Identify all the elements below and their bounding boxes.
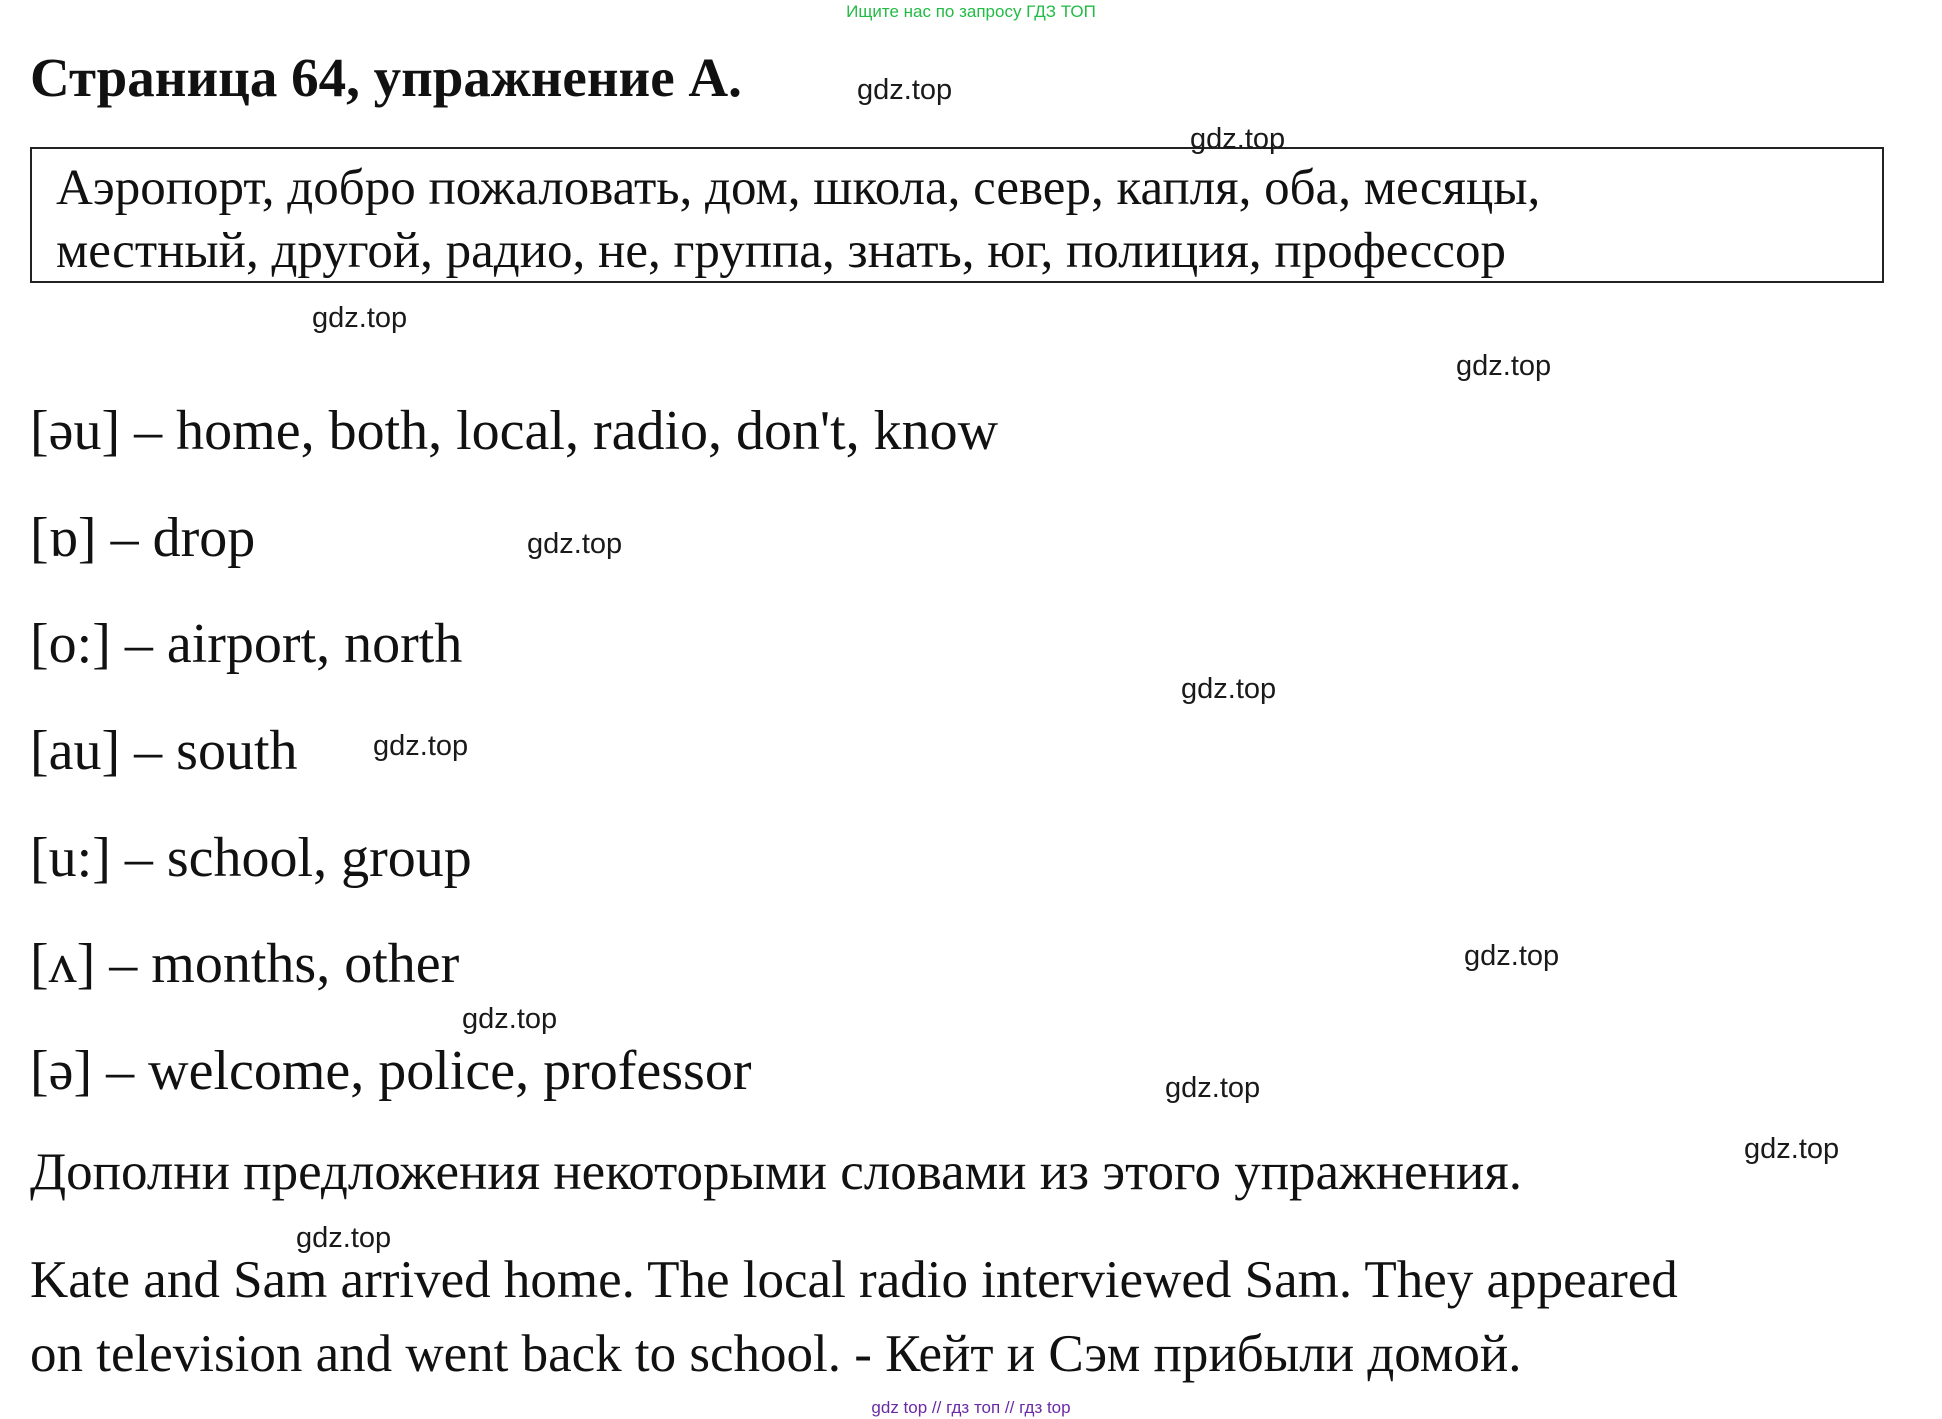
sound-row: [ʌ] – months, other bbox=[30, 933, 460, 995]
footer-links[interactable]: gdz top // гдз топ // гдз top bbox=[871, 1398, 1071, 1417]
sound-row: [ɒ] – drop bbox=[30, 507, 256, 569]
watermark: gdz.top bbox=[1165, 1072, 1261, 1104]
sound-row: [o:] – airport, north bbox=[30, 613, 463, 675]
answer-line: on television and went back to school. - Кейт и Сэм прибыли домой. bbox=[30, 1325, 1522, 1383]
watermark: gdz.top bbox=[857, 74, 953, 106]
answer-line: Kate and Sam arrived home. The local radio interviewed Sam. They appeared bbox=[30, 1251, 1678, 1309]
answer-text bbox=[30, 1243, 1678, 1391]
watermark: gdz.top bbox=[312, 302, 408, 334]
watermark: gdz.top bbox=[373, 730, 469, 762]
top-banner: Ищите нас по запросу ГДЗ ТОП bbox=[846, 2, 1096, 21]
watermark: gdz.top bbox=[1190, 123, 1286, 155]
page-title: Страница 64, упражнение А. bbox=[30, 47, 742, 108]
word-list-line: Аэропорт, добро пожаловать, дом, школа, север, капля, оба, месяцы, bbox=[56, 160, 1541, 216]
sound-row: [au] – south bbox=[30, 720, 298, 782]
instruction-text: Дополни предложения некоторыми словами из этого упражнения. bbox=[30, 1143, 1522, 1201]
watermark: gdz.top bbox=[462, 1003, 558, 1035]
watermark: gdz.top bbox=[1464, 940, 1560, 972]
sound-row: [ə] – welcome, police, professor bbox=[30, 1040, 752, 1102]
watermark: gdz.top bbox=[1456, 350, 1552, 382]
word-list-box bbox=[30, 147, 1884, 283]
word-list-line: местный, другой, радио, не, группа, знать, юг, полиция, профессор bbox=[56, 223, 1506, 279]
sound-row: [u:] – school, group bbox=[30, 827, 472, 889]
watermark: gdz.top bbox=[527, 528, 623, 560]
watermark: gdz.top bbox=[1181, 673, 1277, 705]
watermark: gdz.top bbox=[296, 1222, 392, 1254]
watermark: gdz.top bbox=[1744, 1133, 1840, 1165]
sound-row: [əu] – home, both, local, radio, don't, know bbox=[30, 400, 999, 462]
